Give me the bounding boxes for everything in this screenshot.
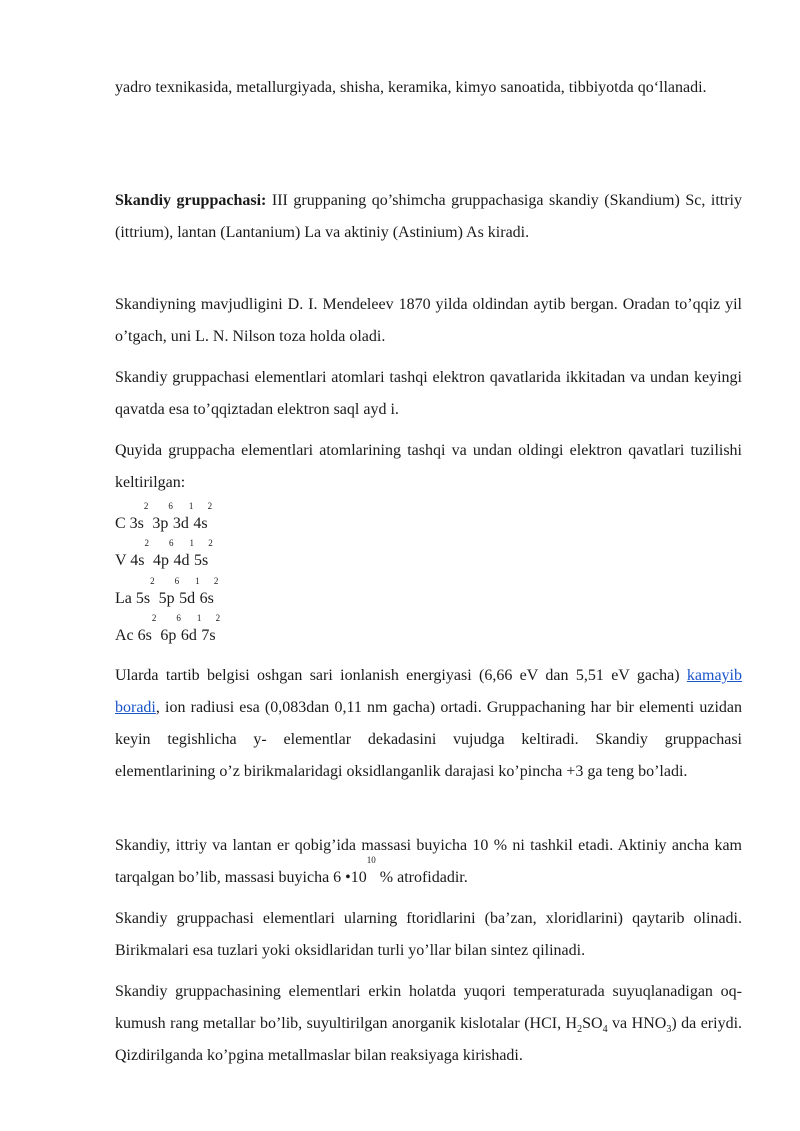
config-line-c bbox=[115, 501, 742, 540]
config-term: 4d bbox=[173, 552, 190, 569]
config-term: 4s bbox=[193, 515, 208, 532]
config-sup: 1 bbox=[196, 613, 202, 623]
config-sup: 6 bbox=[168, 501, 173, 511]
paragraph-6-text-a: Ularda tartib belgisi oshgan sari ionlanish energiyasi (6,66 eV dan 5,51 eV gacha) bbox=[115, 667, 687, 684]
paragraph-1-text: yadro texnikasida, metallurgiyada, shisha, keramika, kimyo sanoatida, tibbiyotda qo‘llanadi. bbox=[115, 79, 707, 96]
config-term: 5p bbox=[158, 590, 175, 607]
paragraph-5-text: Quyida gruppacha elementlari atomlarining tashqi va undan oldingi elektron qavatlari tuzilishi keltirilgan: bbox=[115, 442, 742, 491]
config-term: 4p bbox=[153, 552, 169, 569]
paragraph-3-text: Skandiyning mavjudligini D. I. Mendeleev 1870 yilda oldindan aytib bergan. Oradan to’qqiz yil o’tgach, uni L. N. Nilson toza holda oladi. bbox=[115, 296, 742, 345]
config-term: 6p bbox=[160, 627, 177, 644]
subscript: 3 bbox=[666, 1024, 672, 1035]
config-sup: 6 bbox=[176, 613, 181, 623]
config-sup: 1 bbox=[188, 501, 194, 511]
config-element: C bbox=[115, 515, 126, 532]
config-line-ac bbox=[115, 613, 742, 652]
paragraph-7-text-b: % atrofidadir. bbox=[375, 869, 468, 886]
config-element: Ac bbox=[115, 627, 134, 644]
config-term: 7s bbox=[201, 627, 216, 644]
section-heading: Skandiy gruppachasi: bbox=[115, 192, 267, 209]
subscript: 4 bbox=[602, 1024, 608, 1035]
config-sup: 2 bbox=[144, 538, 149, 548]
paragraph-config-intro bbox=[115, 435, 742, 499]
config-line-la bbox=[115, 576, 742, 615]
config-term: 5s bbox=[194, 552, 209, 569]
exponent: 10 bbox=[366, 855, 376, 865]
config-sup: 2 bbox=[143, 501, 149, 511]
config-sup: 2 bbox=[151, 613, 157, 623]
config-term: 3p bbox=[152, 515, 169, 532]
config-term: 3s bbox=[129, 515, 144, 532]
paragraph-ionization bbox=[115, 660, 742, 788]
config-sup: 6 bbox=[169, 538, 174, 548]
config-term: 6s bbox=[199, 590, 214, 607]
paragraph-scandium-intro bbox=[115, 185, 742, 249]
paragraph-electron-shells bbox=[115, 362, 742, 426]
config-term: 6d bbox=[180, 627, 197, 644]
paragraph-9-text-c: va HNO bbox=[607, 1015, 667, 1032]
config-term: 3d bbox=[172, 515, 189, 532]
config-sup: 1 bbox=[189, 538, 194, 548]
config-term: 5d bbox=[179, 590, 196, 607]
paragraph-mendeleev bbox=[115, 289, 742, 353]
config-sup: 6 bbox=[174, 576, 180, 586]
paragraph-abundance bbox=[115, 830, 742, 894]
paragraph-9-text-d: ) da eriydi. Qizdirilganda ko’pgina metallmaslar bilan reaksiyaga kirishadi. bbox=[115, 1015, 743, 1064]
config-line-v bbox=[115, 538, 742, 577]
config-term: 5s bbox=[135, 590, 151, 607]
paragraph-8-text: Skandiy gruppachasi elementlari ularning ftoridlarini (ba’zan, xloridlarini) qaytarib olinadi. Birikmalari esa tuzlari yoki oksidlaridan turli yo’llar bilan sintez qilinadi. bbox=[115, 910, 742, 959]
paragraph-production bbox=[115, 903, 742, 967]
config-sup: 2 bbox=[150, 576, 155, 586]
paragraph-4-text: Skandiy gruppachasi elementlari atomlari tashqi elektron qavatlarida ikkitadan va undan keyingi qavatda esa to’qqiztadan elektron saql ayd i. bbox=[115, 369, 742, 418]
paragraph-7-text-a: Skandiy, ittriy va lantan er qobig’ida massasi buyicha 10 % ni tashkil etadi. Aktiniy ancha kam tarqalgan bo’lib, massasi buyicha 6 •10 bbox=[115, 837, 742, 886]
config-sup: 2 bbox=[208, 538, 213, 548]
config-term: 4s bbox=[130, 552, 145, 569]
kamayib-boradi-link[interactable]: kamayib boradi bbox=[115, 667, 742, 716]
config-sup: 2 bbox=[207, 501, 213, 511]
paragraph-6-text-b: , ion radiusi esa (0,083dan 0,11 nm gacha) ortadi. Gruppachaning har bir elementi uzidan keyin tegishlicha y- elementlar dekadasini vujudga keltiradi. Skandiy gruppachasi elementlarining o’z birikmalaridagi oksidlanganlik darajasi ko’pincha +3 ga teng bo’ladi. bbox=[115, 699, 742, 780]
paragraph-properties bbox=[115, 976, 742, 1072]
config-sup: 2 bbox=[215, 613, 221, 623]
subscript: 2 bbox=[577, 1024, 583, 1035]
paragraph-2-text: III gruppaning qo’shimcha gruppachasiga skandiy (Skandium) Sc, ittriy (ittrium), lantan (Lantanium) La va aktiniy (Astinium) As kiradi. bbox=[115, 192, 742, 241]
config-term: 6s bbox=[137, 627, 152, 644]
paragraph-9-text-b: SO bbox=[582, 1015, 603, 1032]
paragraph-9-text-a: Skandiy gruppachasining elementlari erkin holatda yuqori temperaturada suyuqlanadigan oq-kumush rang metallar bo’lib, suyultirilgan anorganik kislotalar (HCI, H bbox=[115, 983, 742, 1032]
config-element: La bbox=[115, 590, 132, 607]
paragraph-1 bbox=[115, 72, 742, 104]
config-element: V bbox=[115, 552, 127, 569]
config-sup: 2 bbox=[213, 576, 219, 586]
config-sup: 1 bbox=[195, 576, 200, 586]
